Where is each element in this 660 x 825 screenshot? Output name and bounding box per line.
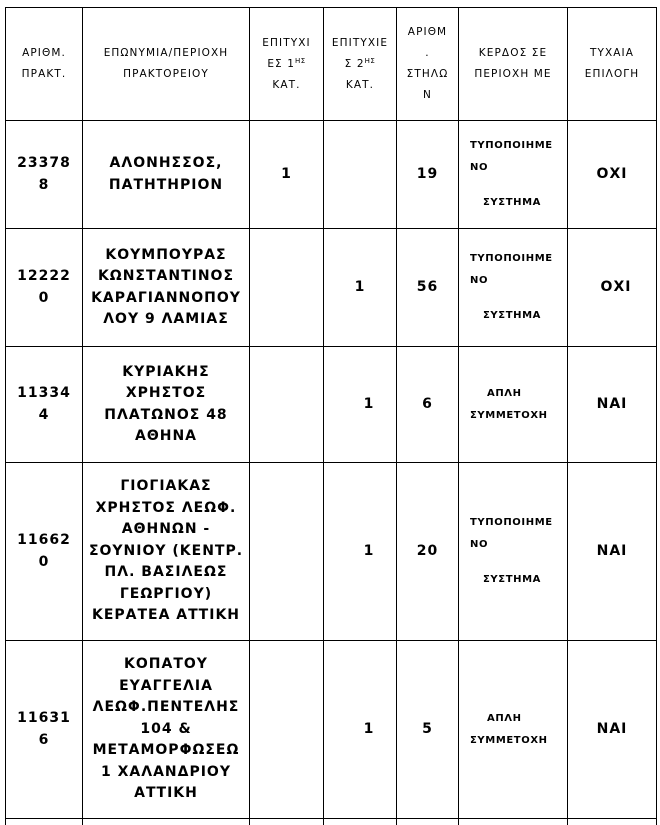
agency-cell xyxy=(83,641,250,819)
columns-cell xyxy=(397,229,459,347)
win-type-text xyxy=(459,135,567,214)
table-row xyxy=(6,229,657,347)
header-wins-1st xyxy=(250,8,324,121)
columns-value: 56 xyxy=(416,278,439,295)
header-win-type xyxy=(459,8,568,121)
columns-cell xyxy=(397,463,459,641)
header-wins-1st-line3: ΚΑΤ. xyxy=(272,78,301,91)
win-type-line: ΤΥΠΟΠΟΙΗΜΕ xyxy=(470,253,553,264)
winners-table xyxy=(5,7,657,825)
win-type-text xyxy=(459,383,567,427)
table-row xyxy=(6,347,657,463)
random-pick-cell xyxy=(568,229,657,347)
wins-1st-cell xyxy=(250,229,324,347)
header-wins-2nd-superscript: ΗΣ xyxy=(364,56,376,65)
agency-cell xyxy=(83,229,250,347)
header-win-type-label: ΚΕΡΔΟΣ ΣΕ ΠΕΡΙΟΧΗ ΜΕ xyxy=(474,47,552,80)
wins-2nd-value: 1 xyxy=(354,278,366,295)
wins-2nd-cell xyxy=(324,463,397,641)
columns-cell xyxy=(397,347,459,463)
header-row xyxy=(6,8,657,121)
table-row xyxy=(6,463,657,641)
win-type-text xyxy=(459,248,567,327)
random-pick-cell xyxy=(568,347,657,463)
win-type-line: ΣΥΜΜΕΤΟΧΗ xyxy=(470,734,548,746)
agent-no-cell xyxy=(6,347,83,463)
header-wins-2nd-line3: ΚΑΤ. xyxy=(345,78,375,91)
agency-name: ΚΥΡΙΑΚΗΣ ΧΡΗΣΤΟΣ ΠΛΑΤΩΝΟΣ 48 ΑΘΗΝΑ xyxy=(104,363,228,444)
agency-cell xyxy=(83,463,250,641)
table-row xyxy=(6,121,657,229)
agency-name: ΚΟΥΜΠΟΥΡΑΣ ΚΩΝΣΤΑΝΤΙΝΟΣ ΚΑΡΑΓΙΑΝΝΟΠΟΥ ΛΟΥ 9 ΛΑΜΙΑΣ xyxy=(91,246,241,327)
header-wins-2nd xyxy=(324,8,397,121)
wins-2nd-cell xyxy=(324,121,397,229)
wins-2nd-value: 1 xyxy=(363,720,375,737)
agency-cell xyxy=(83,121,250,229)
header-wins-2nd-line1: ΕΠΙΤΥΧΙΕ xyxy=(331,36,389,49)
random-pick-cell xyxy=(568,463,657,641)
header-wins-2nd-line2-wrap xyxy=(324,54,396,75)
wins-2nd-cell xyxy=(324,641,397,819)
win-type-cell xyxy=(459,463,568,641)
agency-name: ΓΙΟΓΙΑΚΑΣ ΧΡΗΣΤΟΣ ΛΕΩΦ. ΑΘΗΝΩΝ - ΣΟΥΝΙΟΥ (ΚΕΝΤΡ. ΠΛ. ΒΑΣΙΛΕΩΣ ΓΕΩΡΓΙΟΥ) ΚΕΡΑΤΕΑ ΑΤΤΙΚΗ xyxy=(88,478,244,624)
header-agency-label: ΕΠΩΝΥΜΙΑ/ΠΕΡΙΟΧΗ ΠΡΑΚΤΟΡΕΙΟΥ xyxy=(103,47,229,80)
table-cell-empty xyxy=(568,819,657,825)
random-pick-cell xyxy=(568,121,657,229)
random-pick-value: ΟΧΙ xyxy=(596,165,628,182)
table-cell-empty xyxy=(324,819,397,825)
agent-no: 12222 0 xyxy=(17,268,71,306)
columns-value: 6 xyxy=(422,395,433,412)
win-type-line: ΤΥΠΟΠΟΙΗΜΕ xyxy=(470,140,553,151)
wins-1st-cell xyxy=(250,463,324,641)
header-wins-2nd-line2: Σ 2 xyxy=(344,57,365,70)
header-wins-1st-superscript: ΗΣ xyxy=(295,56,306,65)
agency-name: ΚΟΠΑΤΟΥ ΕΥΑΓΓΕΛΙΑ ΛΕΩΦ.ΠΕΝΤΕΛΗΣ 104 & ΜΕΤΑΜΟΡΦΩΣΕΩ 1 ΧΑΛΑΝΔΡΙΟΥ ΑΤΤΙΚΗ xyxy=(92,656,240,802)
wins-1st-cell xyxy=(250,641,324,819)
win-type-text xyxy=(459,708,567,752)
win-type-cell xyxy=(459,641,568,819)
win-type-line: ΣΥΣΤΗΜΑ xyxy=(483,197,541,208)
header-agency xyxy=(83,8,250,121)
win-type-line: ΝΟ xyxy=(470,275,489,286)
wins-2nd-cell xyxy=(324,347,397,463)
win-type-line: ΑΠΛΗ xyxy=(487,387,522,399)
win-type-cell xyxy=(459,121,568,229)
win-type-line: ΣΥΣΤΗΜΑ xyxy=(483,310,541,321)
win-type-line: ΣΥΜΜΕΤΟΧΗ xyxy=(470,409,548,421)
agent-no-cell xyxy=(6,121,83,229)
agent-no: 11334 4 xyxy=(17,385,71,423)
random-pick-value: ΝΑΙ xyxy=(596,720,628,737)
win-type-cell xyxy=(459,347,568,463)
win-type-line: ΝΟ xyxy=(470,162,489,173)
header-random-pick xyxy=(568,8,657,121)
agent-no-cell xyxy=(6,229,83,347)
agent-no: 23378 8 xyxy=(17,155,71,193)
win-type-line: ΝΟ xyxy=(470,539,489,550)
columns-cell xyxy=(397,641,459,819)
wins-2nd-cell xyxy=(324,229,397,347)
win-type-text xyxy=(459,512,567,591)
table-cell-empty xyxy=(397,819,459,825)
header-wins-1st-line2-wrap xyxy=(250,54,323,75)
win-type-cell xyxy=(459,229,568,347)
table-cell-empty xyxy=(83,819,250,825)
table-row xyxy=(6,641,657,819)
header-agent-no xyxy=(6,8,83,121)
agency-name: ΑΛΟΝΗΣΣΟΣ, ΠΑΤΗΤΗΡΙΟΝ xyxy=(108,155,224,193)
wins-1st-cell xyxy=(250,347,324,463)
agent-no: 11662 0 xyxy=(17,532,71,570)
agency-cell xyxy=(83,347,250,463)
agent-no: 11631 6 xyxy=(17,710,71,748)
wins-1st-cell xyxy=(250,121,324,229)
header-columns xyxy=(397,8,459,121)
win-type-line: ΑΠΛΗ xyxy=(487,712,522,724)
random-pick-value: ΝΑΙ xyxy=(596,395,628,412)
agent-no-cell xyxy=(6,641,83,819)
table-cell-empty xyxy=(6,819,83,825)
random-pick-value: ΝΑΙ xyxy=(596,542,628,559)
wins-1st-value: 1 xyxy=(281,165,292,182)
table-cell-empty xyxy=(250,819,324,825)
header-agent-no-label: ΑΡΙΘΜ. ΠΡΑΚΤ. xyxy=(21,47,67,80)
table-row-partial xyxy=(6,819,657,825)
random-pick-value: ΟΧΙ xyxy=(600,278,632,295)
header-wins-1st-line2: ΕΣ 1 xyxy=(267,57,295,70)
wins-2nd-value: 1 xyxy=(363,395,375,412)
win-type-line: ΤΥΠΟΠΟΙΗΜΕ xyxy=(470,517,553,528)
table-cell-empty xyxy=(459,819,568,825)
wins-2nd-value: 1 xyxy=(363,542,375,559)
header-columns-label: ΑΡΙΘΜ . ΣΤΗΛΩ Ν xyxy=(406,26,449,101)
columns-value: 20 xyxy=(416,542,439,559)
random-pick-cell xyxy=(568,641,657,819)
header-wins-1st-line1: ΕΠΙΤΥΧΙ xyxy=(262,36,311,49)
columns-cell xyxy=(397,121,459,229)
columns-value: 19 xyxy=(416,165,439,182)
agent-no-cell xyxy=(6,463,83,641)
header-random-pick-label: ΤΥΧΑΙΑ ΕΠΙΛΟΓΗ xyxy=(584,47,640,80)
win-type-line: ΣΥΣΤΗΜΑ xyxy=(483,574,541,585)
columns-value: 5 xyxy=(422,720,433,737)
